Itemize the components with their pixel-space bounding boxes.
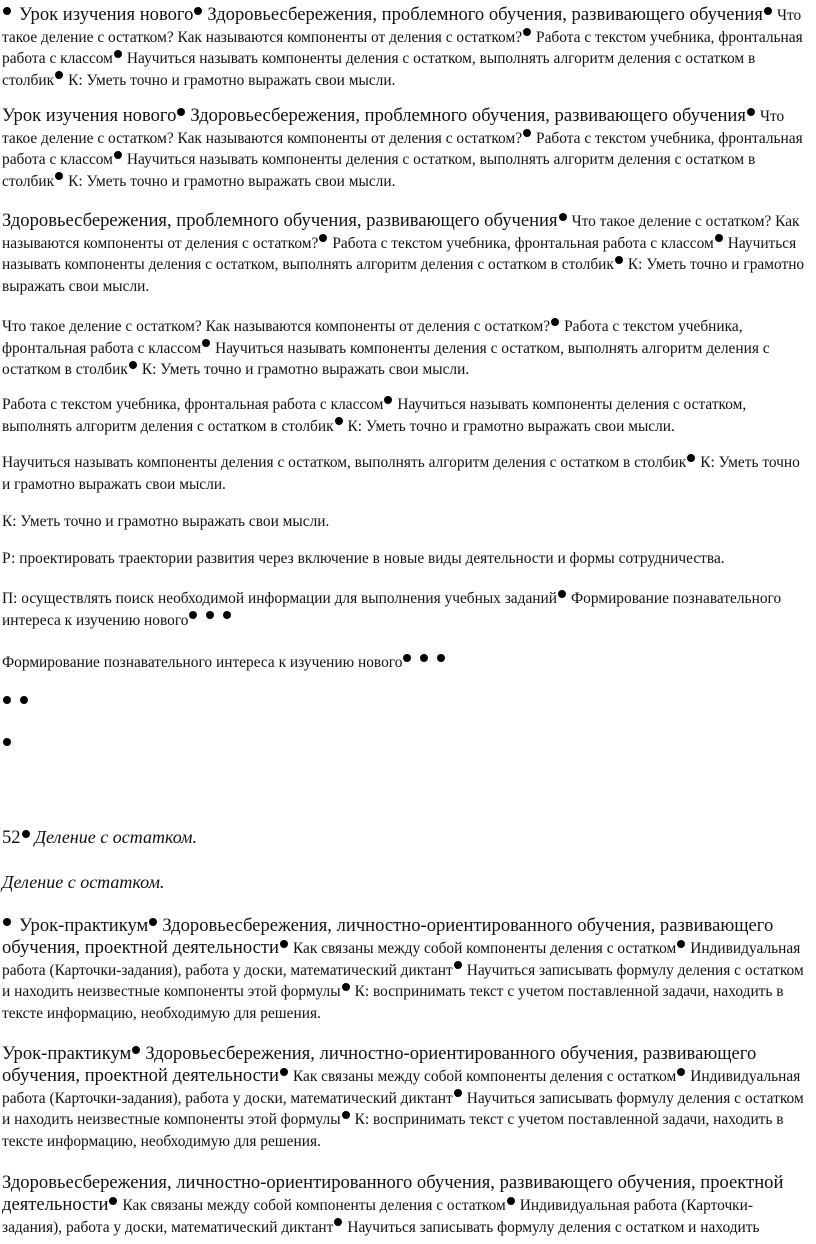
lesson-title: Деление с остатком. [34,827,198,847]
bullet-icon [55,71,63,79]
lesson-type: Урок изучения нового [19,4,194,25]
work-forms: Работа с текстом учебника, фронтальная работа с классом [332,234,714,252]
bullet-icon [523,129,531,137]
problem-questions: Как связаны между собой компоненты деления с остатком [292,940,677,957]
bullet-icon [22,830,30,838]
problem-questions: Что такое деление с остатком? Как называются компоненты от деления с остатком? [2,108,785,147]
personal-results: Формирование познавательного интереса к изучению нового [2,654,403,671]
paragraph-work-forms [2,394,808,437]
subject-results: Научиться записывать формулу деления с остатком и находить неизвестные компоненты этой формулы [2,961,804,1000]
bullet-icon [206,611,214,619]
bullet-icon [715,234,723,242]
subject-results: Научиться называть компоненты деления с остатком, выполнять алгоритм деления с остатком в столбик [2,50,756,89]
bullet-icon [747,108,755,116]
bullet-icon [403,654,411,662]
bullet-icon [3,7,11,15]
communicative-ud: К: Уметь точно и грамотно выражать свои мысли. [2,513,330,530]
paragraph-practicum-technologies [2,1172,808,1238]
problem-questions: Что такое деление с остатком? Как называются компоненты от деления с остатком? [2,318,551,335]
bullet-icon [342,983,350,991]
communicative-ud: К: Уметь точно и грамотно выражать свои мысли. [2,256,805,295]
lesson-title-repeat-row [2,871,808,893]
lesson-type: Урок изучения нового [2,105,177,126]
bullet-icon [114,151,122,159]
bullet-icon [129,361,137,369]
bullet-icon [687,454,695,462]
technologies: Здоровьесбережения, личностно-ориентированного обучения, развивающего обучения, проектной деятельности [2,915,774,958]
subject-results: Научиться называть компоненты деления с остатком, выполнять алгоритм деления с остатком в столбик [2,339,770,378]
technologies: Здоровьесбережения, личностно-ориентированного обучения, развивающего обучения, проектной деятельности [2,1172,784,1215]
work-forms: Работа с текстом учебника, фронтальная работа с классом [2,396,384,413]
bullet-icon [420,654,428,662]
paragraph-problem-questions [2,316,808,381]
work-forms: Индивидуальная работа (Карточки-задания), работа у доски, математический диктант [2,940,801,979]
lesson-heading [2,826,808,849]
paragraph-regulative [2,548,808,570]
bullet-icon [342,1111,350,1119]
bullet-icon [384,396,392,404]
subject-results: Научиться называть компоненты деления с остатком, выполнять алгоритм деления с остатком в столбик [2,454,687,471]
cognitive-ud: П: осуществлять поиск необходимой информации для выполнения учебных заданий [2,590,558,607]
paragraph-practicum [2,1043,808,1152]
bullet-icon [280,940,288,948]
problem-questions: Что такое деление с остатком? Как называются компоненты от деления с остатком? [2,7,802,46]
technologies: Здоровьесбережения, проблемного обучения, развивающего обучения [207,4,763,25]
work-forms: Работа с текстом учебника, фронтальная работа с классом [2,28,803,67]
bullet-icon [177,108,185,116]
subject-results: Научиться называть компоненты деления с остатком, выполнять алгоритм деления с остатком в столбик [2,151,756,190]
bullet-icon [507,1197,515,1205]
bullet-icon [334,1218,342,1226]
technologies: Здоровьесбережения, личностно-ориентированного обучения, развивающего обучения, проектной деятельности [2,1043,757,1086]
subject-results: Научиться записывать формулу деления с остатком и находить [347,1218,760,1236]
work-forms: Работа с текстом учебника, фронтальная работа с классом [2,318,743,357]
paragraph-technologies [2,210,808,297]
subject-results: Научиться записывать формулу деления с остатком и находить неизвестные компоненты этой формулы [2,1089,804,1128]
empty-bullet-row [2,738,808,756]
communicative-ud: К: Уметь точно и грамотно выражать свои мысли. [68,172,396,190]
lesson-type: Урок-практикум [2,1043,132,1064]
subject-results: Научиться называть компоненты деления с остатком, выполнять алгоритм деления с остатком в столбик [2,396,747,435]
empty-bullets-row [2,696,808,714]
bullet-icon [551,318,559,326]
lesson-title-repeat: Деление с остатком. [2,872,165,892]
lesson-number: 52 [2,827,21,848]
bullet-icon [114,50,122,58]
work-forms: Индивидуальная работа (Карточки-задания), работа у доски, математический диктант [2,1197,754,1236]
communicative-ud: К: Уметь точно и грамотно выражать свои мысли. [68,71,396,89]
bullet-icon [280,1068,288,1076]
bullet-icon [319,234,327,242]
paragraph-practicum-full [2,915,808,1024]
technologies: Здоровьесбережения, проблемного обучения, развивающего обучения [190,105,746,126]
bullet-icon [132,1046,140,1054]
bullet-icon [437,654,445,662]
bullet-icon [523,28,531,36]
bullet-icon [677,940,685,948]
paragraph-lesson-type [2,105,808,192]
paragraph-communicative [2,511,808,533]
problem-questions: Как связаны между собой компоненты деления с остатком [292,1068,677,1085]
bullet-icon [559,213,567,221]
bullet-icon [764,7,772,15]
bullet-icon [189,611,197,619]
paragraph-personal [2,652,808,674]
bullet-icon [558,590,566,598]
bullet-icon [3,918,11,926]
bullet-icon [3,738,11,746]
bullet-icon [55,172,63,180]
bullet-icon [109,1197,117,1205]
bullet-icon [194,7,202,15]
bullet-icon [223,611,231,619]
bullet-icon [3,696,11,704]
bullet-icon [335,417,343,425]
bullet-icon [677,1068,685,1076]
work-forms: Работа с текстом учебника, фронтальная работа с классом [2,129,803,168]
communicative-ud: К: воспринимать текст с учетом поставленной задачи, находить в тексте информацию, необходимую для решения. [2,1111,784,1150]
bullet-icon [20,696,28,704]
communicative-ud: К: Уметь точно и грамотно выражать свои мысли. [347,417,675,435]
subject-results: Научиться называть компоненты деления с остатком, выполнять алгоритм деления с остатком в столбик [2,234,797,273]
regulative-ud: Р: проектировать траектории развития через включение в новые виды деятельности и формы сотрудничества. [2,550,725,567]
communicative-ud: К: Уметь точно и грамотно выражать свои мысли. [141,361,470,378]
work-forms: Индивидуальная работа (Карточки-задания), работа у доски, математический диктант [2,1068,801,1107]
communicative-ud: К: воспринимать текст с учетом поставленной задачи, находить в тексте информацию, необходимую для решения. [2,983,784,1022]
lesson-type: Урок-практикум [19,915,149,936]
bullet-icon [454,1089,462,1097]
bullet-icon [615,256,623,264]
paragraph-cognitive [2,588,808,631]
personal-results: Формирование познавательного интереса к изучению нового [2,590,782,629]
bullet-icon [454,961,462,969]
problem-questions: Как связаны между собой компоненты деления с остатком [122,1197,506,1214]
technologies: Здоровьесбережения, проблемного обучения, развивающего обучения [2,210,558,231]
communicative-ud: К: Уметь точно и грамотно выражать свои мысли. [2,454,800,493]
paragraph-subject-results [2,452,808,495]
paragraph-lesson-type-full [2,4,808,91]
bullet-icon [149,918,157,926]
problem-questions: Что такое деление с остатком? Как называются компоненты от деления с остатком? [2,213,800,252]
bullet-icon [202,339,210,347]
